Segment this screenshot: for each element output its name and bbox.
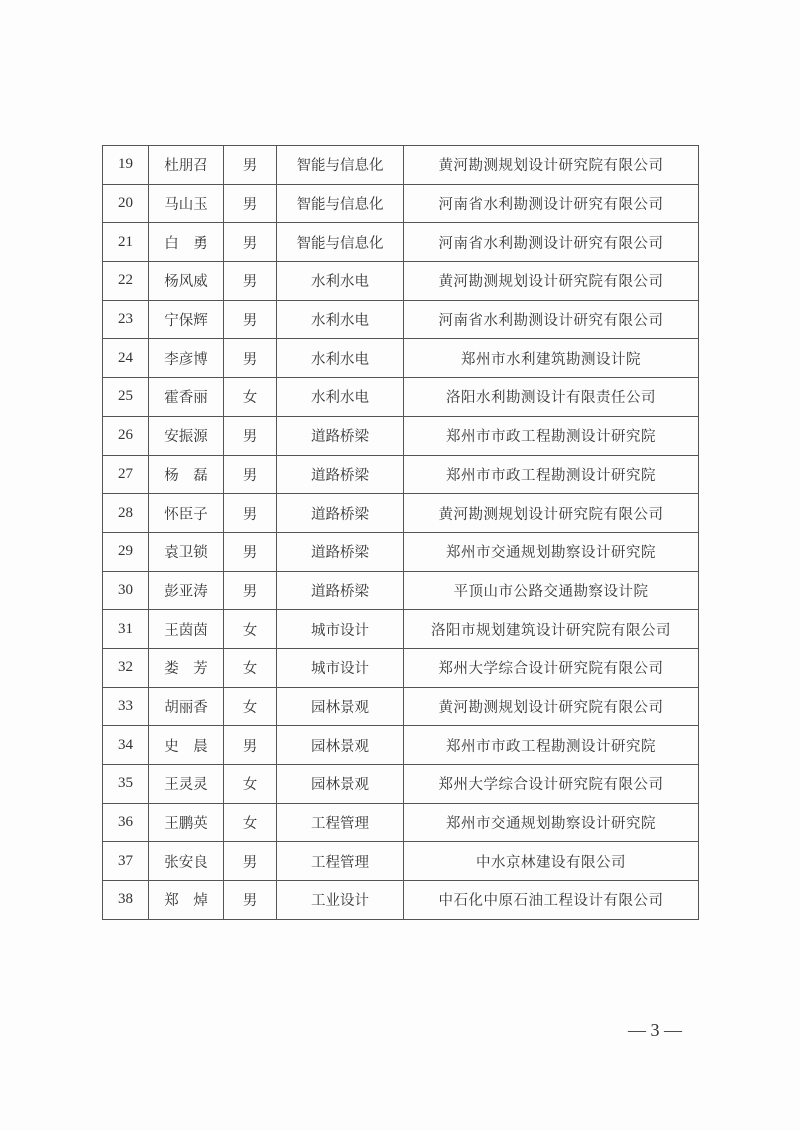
- gender: 男: [224, 262, 277, 301]
- organization: 黄河勘测规划设计研究院有限公司: [404, 262, 699, 301]
- gender: 女: [224, 765, 277, 804]
- major: 道路桥梁: [277, 416, 404, 455]
- organization: 郑州大学综合设计研究院有限公司: [404, 765, 699, 804]
- gender: 男: [224, 223, 277, 262]
- row-number: 21: [103, 223, 149, 262]
- gender: 女: [224, 687, 277, 726]
- person-name: 李彦博: [149, 339, 224, 378]
- person-name: 安振源: [149, 416, 224, 455]
- gender: 女: [224, 803, 277, 842]
- person-name: 史 晨: [149, 726, 224, 765]
- row-number: 36: [103, 803, 149, 842]
- major: 园林景观: [277, 726, 404, 765]
- organization: 郑州市市政工程勘测设计研究院: [404, 726, 699, 765]
- gender: 男: [224, 455, 277, 494]
- organization: 郑州大学综合设计研究院有限公司: [404, 648, 699, 687]
- gender: 女: [224, 648, 277, 687]
- table-row: [103, 184, 699, 223]
- gender: 男: [224, 339, 277, 378]
- organization: 中石化中原石油工程设计有限公司: [404, 881, 699, 920]
- organization: 中水京林建设有限公司: [404, 842, 699, 881]
- organization: 黄河勘测规划设计研究院有限公司: [404, 146, 699, 185]
- major: 工程管理: [277, 842, 404, 881]
- row-number: 27: [103, 455, 149, 494]
- person-name: 彭亚涛: [149, 571, 224, 610]
- person-name: 杨 磊: [149, 455, 224, 494]
- table-row: [103, 378, 699, 417]
- gender: 男: [224, 146, 277, 185]
- table-row: [103, 803, 699, 842]
- row-number: 32: [103, 648, 149, 687]
- table-row: [103, 262, 699, 301]
- gender: 男: [224, 842, 277, 881]
- gender: 男: [224, 881, 277, 920]
- row-number: 38: [103, 881, 149, 920]
- row-number: 28: [103, 494, 149, 533]
- table-row: [103, 223, 699, 262]
- gender: 男: [224, 300, 277, 339]
- major: 智能与信息化: [277, 184, 404, 223]
- organization: 洛阳水利勘测设计有限责任公司: [404, 378, 699, 417]
- organization: 郑州市交通规划勘察设计研究院: [404, 532, 699, 571]
- person-name: 张安良: [149, 842, 224, 881]
- table-row: [103, 765, 699, 804]
- major: 道路桥梁: [277, 455, 404, 494]
- organization: 郑州市交通规划勘察设计研究院: [404, 803, 699, 842]
- table-row: [103, 455, 699, 494]
- row-number: 37: [103, 842, 149, 881]
- row-number: 31: [103, 610, 149, 649]
- person-name: 霍香丽: [149, 378, 224, 417]
- person-name: 袁卫锁: [149, 532, 224, 571]
- table-row: [103, 146, 699, 185]
- major: 水利水电: [277, 262, 404, 301]
- table-row: [103, 339, 699, 378]
- row-number: 26: [103, 416, 149, 455]
- person-name: 王茵茵: [149, 610, 224, 649]
- person-name: 杨风威: [149, 262, 224, 301]
- row-number: 30: [103, 571, 149, 610]
- gender: 女: [224, 378, 277, 417]
- organization: 郑州市市政工程勘测设计研究院: [404, 416, 699, 455]
- major: 城市设计: [277, 610, 404, 649]
- major: 智能与信息化: [277, 223, 404, 262]
- row-number: 35: [103, 765, 149, 804]
- row-number: 25: [103, 378, 149, 417]
- person-name: 怀臣子: [149, 494, 224, 533]
- row-number: 34: [103, 726, 149, 765]
- organization: 黄河勘测规划设计研究院有限公司: [404, 494, 699, 533]
- gender: 男: [224, 726, 277, 765]
- person-name: 胡丽香: [149, 687, 224, 726]
- table-row: [103, 416, 699, 455]
- table-row: [103, 881, 699, 920]
- table-row: [103, 494, 699, 533]
- organization: 河南省水利勘测设计研究有限公司: [404, 300, 699, 339]
- person-name: 杜朋召: [149, 146, 224, 185]
- major: 道路桥梁: [277, 532, 404, 571]
- table-row: [103, 532, 699, 571]
- person-name: 王灵灵: [149, 765, 224, 804]
- table-row: [103, 842, 699, 881]
- organization: 平顶山市公路交通勘察设计院: [404, 571, 699, 610]
- row-number: 23: [103, 300, 149, 339]
- major: 工程管理: [277, 803, 404, 842]
- page-number: — 3 —: [628, 1020, 682, 1040]
- row-number: 33: [103, 687, 149, 726]
- row-number: 20: [103, 184, 149, 223]
- gender: 女: [224, 610, 277, 649]
- organization: 黄河勘测规划设计研究院有限公司: [404, 687, 699, 726]
- table-row: [103, 726, 699, 765]
- gender: 男: [224, 184, 277, 223]
- organization: 河南省水利勘测设计研究有限公司: [404, 184, 699, 223]
- person-name: 白 勇: [149, 223, 224, 262]
- major: 城市设计: [277, 648, 404, 687]
- major: 道路桥梁: [277, 571, 404, 610]
- organization: 洛阳市规划建筑设计研究院有限公司: [404, 610, 699, 649]
- table-row: [103, 687, 699, 726]
- person-name: 郑 焯: [149, 881, 224, 920]
- organization: 河南省水利勘测设计研究有限公司: [404, 223, 699, 262]
- gender: 男: [224, 416, 277, 455]
- major: 道路桥梁: [277, 494, 404, 533]
- table-row: [103, 300, 699, 339]
- major: 工业设计: [277, 881, 404, 920]
- row-number: 24: [103, 339, 149, 378]
- major: 智能与信息化: [277, 146, 404, 185]
- row-number: 19: [103, 146, 149, 185]
- gender: 男: [224, 571, 277, 610]
- organization: 郑州市市政工程勘测设计研究院: [404, 455, 699, 494]
- major: 园林景观: [277, 687, 404, 726]
- person-name: 王鹏英: [149, 803, 224, 842]
- organization: 郑州市水利建筑勘测设计院: [404, 339, 699, 378]
- person-name: 马山玉: [149, 184, 224, 223]
- major: 园林景观: [277, 765, 404, 804]
- gender: 男: [224, 532, 277, 571]
- person-name: 娄 芳: [149, 648, 224, 687]
- row-number: 22: [103, 262, 149, 301]
- table-row: [103, 571, 699, 610]
- gender: 男: [224, 494, 277, 533]
- major: 水利水电: [277, 300, 404, 339]
- table-row: [103, 648, 699, 687]
- row-number: 29: [103, 532, 149, 571]
- personnel-table: [102, 145, 699, 920]
- person-name: 宁保辉: [149, 300, 224, 339]
- major: 水利水电: [277, 378, 404, 417]
- table-row: [103, 610, 699, 649]
- major: 水利水电: [277, 339, 404, 378]
